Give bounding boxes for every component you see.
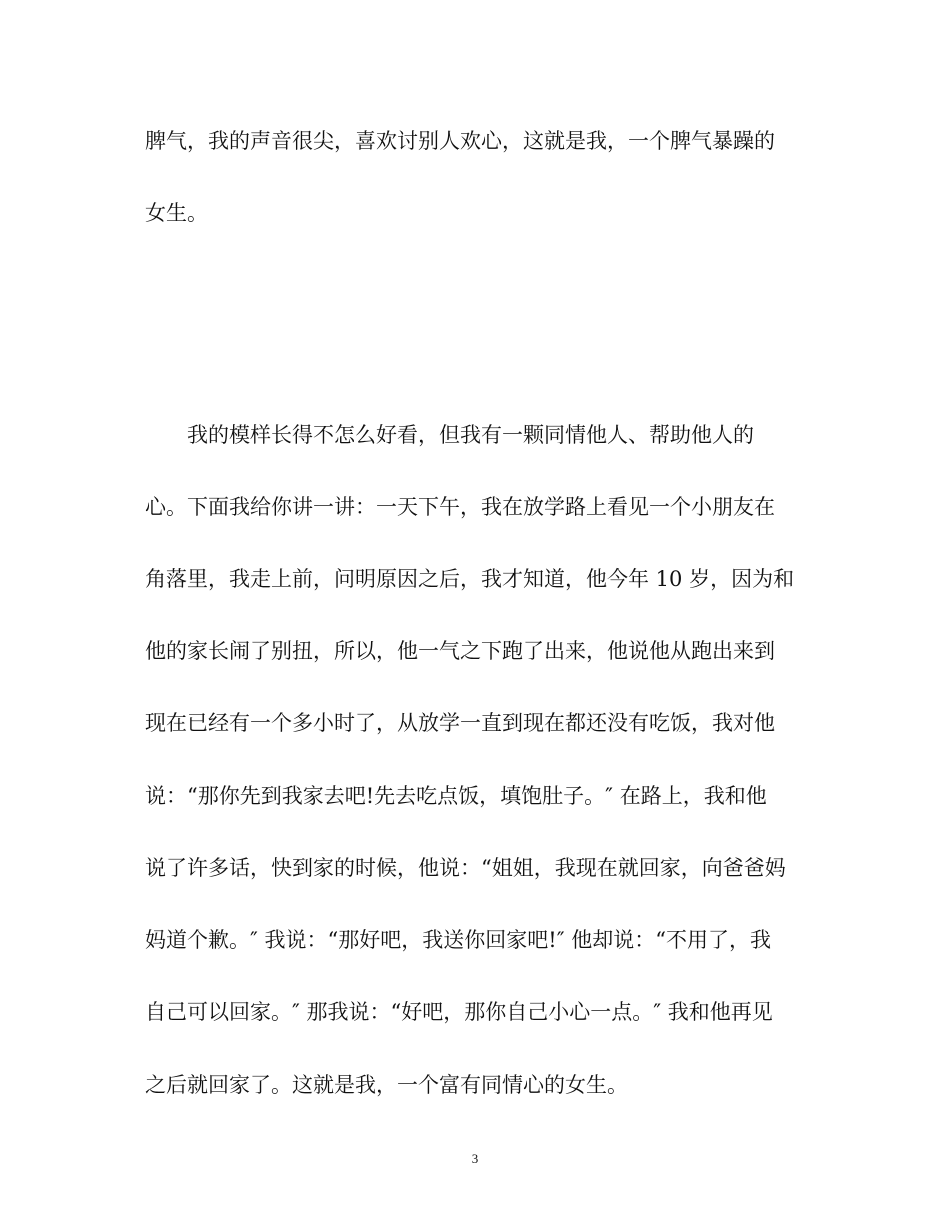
paragraph-line: 女生。 (145, 201, 208, 225)
paragraph-line: 脾气，我的声音很尖，喜欢讨别人欢心，这就是我，一个脾气暴躁的 (145, 129, 775, 153)
paragraph-line: 妈道个歉。″ 我说：“那好吧，我送你回家吧!″ 他却说：“不用了，我 (145, 928, 771, 952)
paragraph-line: 他的家长闹了别扭，所以，他一气之下跑了出来，他说他从跑出来到 (145, 639, 775, 663)
page-number: 3 (471, 1151, 479, 1166)
paragraph-line: 说：“那你先到我家去吧!先去吃点饭，填饱肚子。″ 在路上，我和他 (145, 784, 767, 808)
paragraph-line: 之后就回家了。这就是我，一个富有同情心的女生。 (145, 1073, 628, 1097)
paragraph-first-line: 我的模样长得不怎么好看，但我有一颗同情他人、帮助他人的 (187, 423, 754, 447)
paragraph-line: 说了许多话，快到家的时候，他说：“姐姐，我现在就回家，向爸爸妈 (145, 856, 786, 880)
paragraph-line: 现在已经有一个多小时了，从放学一直到现在都还没有吃饭，我对他 (145, 711, 775, 735)
paragraph-line: 心。下面我给你讲一讲：一天下午，我在放学路上看见一个小朋友在 (145, 495, 775, 519)
paragraph-line: 自己可以回家。″ 那我说：“好吧，那你自己小心一点。″ 我和他再见 (145, 1000, 773, 1024)
paragraph-line: 角落里，我走上前，问明原因之后，我才知道，他今年 10 岁，因为和 (145, 567, 795, 591)
